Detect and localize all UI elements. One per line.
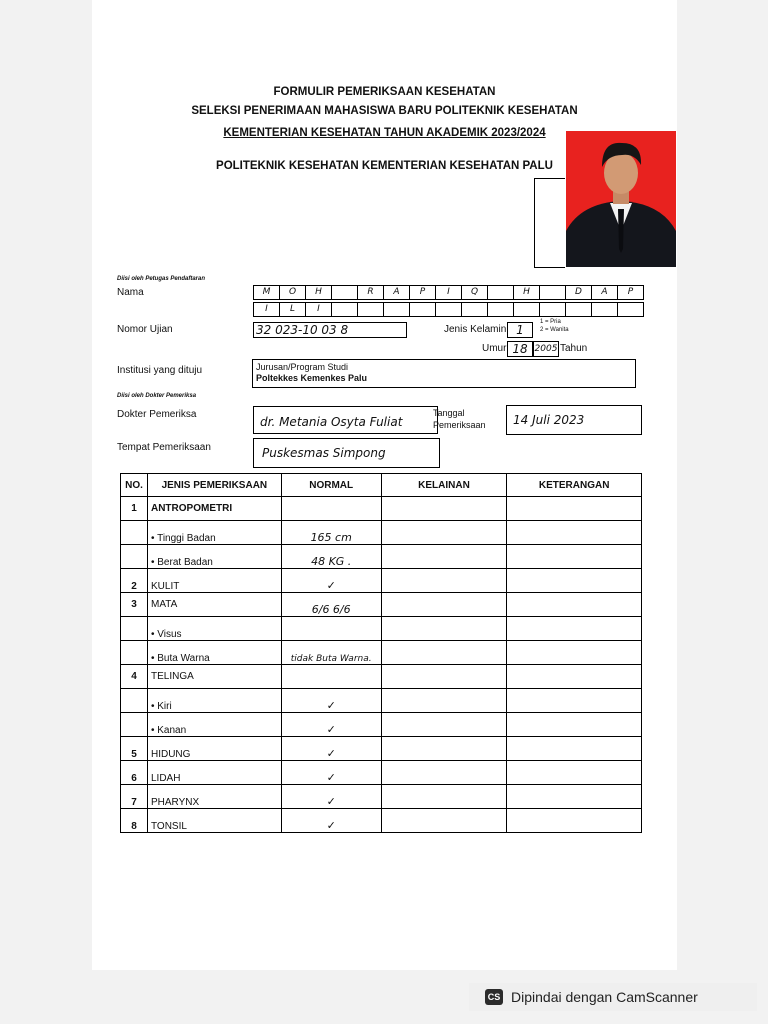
institution-box [252, 359, 636, 388]
row-item: TONSIL [147, 809, 281, 833]
name-cell: A [592, 286, 618, 299]
row-notes [507, 569, 642, 593]
form-subtitle: SELEKSI PENERIMAAN MAHASISWA BARU POLITEKNIK KESEHATAN [191, 105, 578, 117]
table-row [121, 761, 642, 785]
camscanner-text: Dipindai dengan CamScanner [511, 989, 698, 1005]
institution-title: POLITEKNIK KESEHATAN KEMENTERIAN KESEHATAN PALU [216, 160, 553, 172]
place-label: Tempat Pemeriksaan [117, 442, 211, 453]
date-label-1: Tanggal [433, 408, 465, 418]
table-header [121, 474, 642, 497]
gender-key-male: 1 = Pria [540, 319, 561, 325]
institution-label: Institusi yang dituju [117, 365, 203, 376]
row-notes [507, 689, 642, 713]
col-notes: KETERANGAN [507, 474, 642, 497]
name-cell: H [514, 286, 540, 299]
row-no: 8 [121, 809, 148, 833]
name-cell: L [280, 303, 306, 316]
name-cell: I [306, 303, 332, 316]
row-no: 3 [121, 593, 148, 617]
name-cell: R [358, 286, 384, 299]
row-normal: ✓ [281, 785, 381, 809]
row-notes [507, 617, 642, 641]
row-item: • Tinggi Badan [147, 521, 281, 545]
name-cell [462, 303, 488, 316]
age-value: 18 [507, 341, 533, 357]
camscanner-watermark [469, 983, 757, 1011]
gender-label: Jenis Kelamin [444, 324, 507, 335]
row-item: TELINGA [147, 665, 281, 689]
name-cell [384, 303, 410, 316]
name-cell [358, 303, 384, 316]
row-item: • Visus [147, 617, 281, 641]
table-row [121, 785, 642, 809]
student-photo [566, 131, 676, 267]
row-abnormal [381, 761, 507, 785]
name-cell: P [410, 286, 436, 299]
table-row [121, 641, 642, 665]
row-abnormal [381, 809, 507, 833]
gender-value: 1 [507, 322, 533, 338]
row-no: 4 [121, 665, 148, 689]
row-item: • Kanan [147, 713, 281, 737]
row-abnormal [381, 497, 507, 521]
name-cell: A [384, 286, 410, 299]
row-no: 2 [121, 569, 148, 593]
age-value-extra: 2005 [533, 341, 559, 357]
row-no [121, 617, 148, 641]
col-normal: NORMAL [281, 474, 381, 497]
name-cell: I [436, 286, 462, 299]
table-row [121, 689, 642, 713]
row-abnormal [381, 689, 507, 713]
institution-program: Jurusan/Program Studi [256, 362, 349, 372]
row-normal: 48 KG . [281, 545, 381, 569]
row-normal: tidak Buta Warna. [281, 641, 381, 665]
row-item: • Berat Badan [147, 545, 281, 569]
name-cell [514, 303, 540, 316]
name-cell [540, 303, 566, 316]
name-cell [540, 286, 566, 299]
col-abnormal: KELAINAN [381, 474, 507, 497]
name-cell: M [254, 286, 280, 299]
row-item: PHARYNX [147, 785, 281, 809]
table-row [121, 497, 642, 521]
row-abnormal [381, 593, 507, 617]
row-item: • Kiri [147, 689, 281, 713]
institution-name: Poltekkes Kemenkes Palu [256, 373, 368, 383]
row-no: 1 [121, 497, 148, 521]
row-notes [507, 713, 642, 737]
row-abnormal [381, 521, 507, 545]
name-cell [332, 303, 358, 316]
form-year: KEMENTERIAN KESEHATAN TAHUN AKADEMIK 2023/2024 [223, 127, 546, 139]
age-unit: Tahun [560, 343, 588, 354]
name-cell: I [254, 303, 280, 316]
row-abnormal [381, 737, 507, 761]
table-row [121, 713, 642, 737]
name-cell: O [280, 286, 306, 299]
exam-date-value: 14 Juli 2023 [506, 405, 642, 435]
row-notes [507, 641, 642, 665]
row-normal: ✓ [281, 737, 381, 761]
row-abnormal [381, 713, 507, 737]
name-cell [488, 303, 514, 316]
row-no: 6 [121, 761, 148, 785]
exam-number-value: 32 023-10 03 8 [253, 322, 407, 338]
row-item: LIDAH [147, 761, 281, 785]
row-no: 7 [121, 785, 148, 809]
row-item: • Buta Warna [147, 641, 281, 665]
age-label: Umur [482, 343, 507, 354]
row-no [121, 521, 148, 545]
row-normal: 165 cm [281, 521, 381, 545]
table-row [121, 593, 642, 617]
registration-note: Diisi oleh Petugas Pendaftaran [117, 276, 206, 282]
row-abnormal [381, 641, 507, 665]
row-normal: ✓ [281, 689, 381, 713]
name-cell: H [306, 286, 332, 299]
doctor-value: dr. Metania Osyta Fuliat [253, 406, 438, 434]
row-no [121, 713, 148, 737]
row-notes [507, 497, 642, 521]
name-cell: Q [462, 286, 488, 299]
name-cell [332, 286, 358, 299]
row-notes [507, 521, 642, 545]
row-notes [507, 737, 642, 761]
row-no [121, 689, 148, 713]
row-normal: ✓ [281, 809, 381, 833]
table-row [121, 521, 642, 545]
table-row [121, 617, 642, 641]
name-cell [592, 303, 618, 316]
row-normal: ✓ [281, 761, 381, 785]
name-grid-row2 [253, 302, 644, 317]
row-normal [281, 665, 381, 689]
row-notes [507, 593, 642, 617]
gender-key-female: 2 = Wanita [540, 327, 569, 333]
row-normal [281, 497, 381, 521]
table-row [121, 545, 642, 569]
col-no: NO. [121, 474, 148, 497]
name-cell: P [618, 286, 644, 299]
camscanner-icon: CS [485, 989, 503, 1005]
form-title: FORMULIR PEMERIKSAAN KESEHATAN [273, 86, 496, 98]
row-abnormal [381, 569, 507, 593]
row-item: ANTROPOMETRI [147, 497, 281, 521]
row-abnormal [381, 617, 507, 641]
name-cell [618, 303, 644, 316]
table-row [121, 665, 642, 689]
row-notes [507, 809, 642, 833]
row-normal: 6/6 6/6 [281, 593, 381, 617]
table-row [121, 569, 642, 593]
row-normal [281, 617, 381, 641]
doctor-note: Diisi oleh Dokter Pemeriksa [117, 393, 197, 399]
row-item: MATA [147, 593, 281, 617]
row-notes [507, 785, 642, 809]
name-cell [566, 303, 592, 316]
doctor-label: Dokter Pemeriksa [117, 409, 197, 420]
col-type: JENIS PEMERIKSAAN [147, 474, 281, 497]
name-cell [488, 286, 514, 299]
row-no: 5 [121, 737, 148, 761]
row-item: KULIT [147, 569, 281, 593]
row-abnormal [381, 665, 507, 689]
row-no [121, 641, 148, 665]
row-notes [507, 665, 642, 689]
name-cell [410, 303, 436, 316]
row-no [121, 545, 148, 569]
row-normal: ✓ [281, 713, 381, 737]
exam-table [120, 473, 642, 833]
row-notes [507, 761, 642, 785]
exam-number-label: Nomor Ujian [117, 324, 173, 335]
row-abnormal [381, 785, 507, 809]
name-label: Nama [117, 287, 144, 298]
photo-frame [534, 178, 565, 268]
row-notes [507, 545, 642, 569]
place-value: Puskesmas Simpong [253, 438, 440, 468]
name-cell [436, 303, 462, 316]
table-row [121, 737, 642, 761]
name-cell: D [566, 286, 592, 299]
table-row [121, 809, 642, 833]
row-item: HIDUNG [147, 737, 281, 761]
row-normal: ✓ [281, 569, 381, 593]
row-abnormal [381, 545, 507, 569]
date-label-2: Pemeriksaan [433, 420, 486, 430]
name-grid-row1 [253, 285, 644, 300]
